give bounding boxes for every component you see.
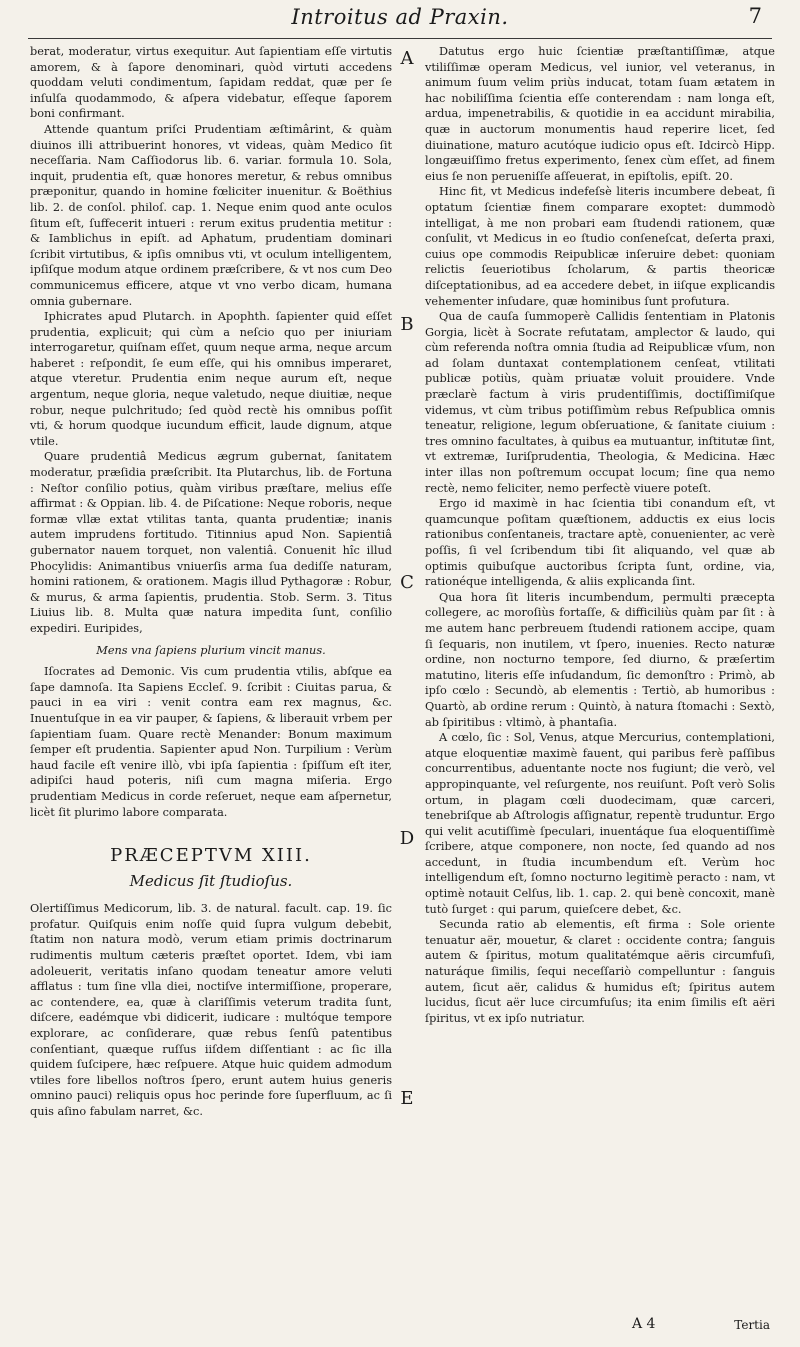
catchword: Tertia: [734, 1318, 770, 1332]
paragraph: berat, moderatur, virtus exequitur. Aut ſapientiam eſſe virtutis amorem, & à ſapore denominari, quòd virtuti accedens quoddam veluti condimentum, ſapidam reddat, quæ per ſe inſulſa quodammodo, & aſpera videbatur, eſſeque ſaporem boni confirmant.: [30, 45, 392, 121]
verse-line: Mens vna ſapiens plurium vincit manus.: [96, 643, 326, 657]
margin-letter: E: [400, 1088, 414, 1109]
page-header: [0, 0, 800, 40]
paragraph: Qua de cauſa ſummoperè Callidis ſententiam in Platonis Gorgia, licèt à Socrate refutatam, amplector & laudo, qui cùm referenda noſtra omnia ſtudia ad Reipublicæ vſum, non ad ſolam duntaxat contemplationem cenſeat, vtilitati publicæ potiùs, quàm priuatæ voluit prouidere. Vnde præclarè factum à viris prudentiſſimis, doctiſſimiſque videmus, vt cùm tribus potiſſimùm rebus Reſpublica omnis teneatur, religione, legum obſeruatione, & ſanitate ciuium : tres omnino facultates, à quibus ea mutuantur, inſtitutæ ſint, vt extremæ, Iuriſprudentia, Theologia, & Medicina. Hæc inter illas non poſtremum occupat locum; ſine qua nemo rectè, nemo feliciter, nemo perfectè viuere poteſt.: [425, 310, 775, 495]
signature-mark: A 4: [632, 1316, 656, 1332]
margin-letter: C: [400, 572, 414, 593]
header-rule: [28, 38, 772, 39]
precept-heading: PRÆCEPTVM XIII.: [110, 845, 312, 867]
margin-letter: A: [400, 48, 414, 69]
paragraph: Attende quantum priſci Prudentiam æſtimârint, & quàm diuinos illi attribuerint honores, vt videas, quàm Medico ſit neceſſaria. Nam Caſſiodorus lib. 6. variar. formula 10. Sola, inquit, prudentia eſt, quæ honores meretur, & rebus omnibus præponitur, quando in homine fœliciter inuenitur. & Boëthius lib. 2. de conſol. philoſ. cap. 1. Neque enim quod ante oculos ſitum eſt, ſuffecerit intueri : rerum exitus prudentia metitur : & Iamblichus in epiſt. ad Aphatum, prudentiam dominari ſcribit virtutibus, & ipſis omnibus vti, vt oculum intelligentem, ipſiſque modum atque ordinem præſcribere, & vt nos cum Deo communicemus efficere, atque vt vno verbo dicam, humana omnia gubernare.: [30, 122, 392, 308]
precept-subheading: Medicus ſit ſtudioſus.: [129, 871, 293, 890]
running-head: Introitus ad Praxin.: [291, 5, 509, 29]
paragraph: Iphicrates apud Plutarch. in Apophth. ſapienter quid eſſet prudentia, explicuit; qui cùm a neſcio quo per iniuriam interrogaretur, quiſnam eſſet, quum neque arma, neque arcum haberet : reſpondit, ſe eum eſſe, qui his omnibus imperaret, atque vteretur. Prudentia enim neque aurum eſt, neque argentum, neque gloria, neque valetudo, neque diuitiæ, neque robur, neque pulchritudo; ſed quòd rectè his omnibus poſſit vti, & horum quodque iucundum efficit, laude dignum, atque vtile.: [30, 310, 392, 448]
right-column: [425, 44, 775, 1026]
paragraph: A cœlo, ſic : Sol, Venus, atque Mercurius, contemplationi, atque eloquentiæ maximè fauent, qui paribus ferè paſſibus concurrentibus, aduentante nocte nos fugiunt; die verò, vel appropinquante, vel reſurgente, nos reuiſunt. Poſt verò Solis ortum, in plagam cœli duodecimam, quæ carceri, tenebriſque ab Aſtrologis aſſignatur, repentè truduntur. Ergo qui velit acutiſſimè ſpeculari, inuentáque ſua eloquentiſſimè ſcribere, atque componere, non nocte, ſed quando ad nos accedunt, in ſtudia incumbendum eſt. Verùm hoc intelligendum eſt, ſomno nocturno legitimè peracto : nam, vt optimè notauit Celſus, lib. 1. cap. 2. qui benè concoxit, manè tutò ſurget : qui parum, quieſcere debet, &c.: [425, 731, 775, 916]
left-column: [30, 44, 392, 1120]
paragraph: Hinc fit, vt Medicus indefeſsè literis incumbere debeat, ſi optatum ſcientiæ finem comparare exoptet: dummodò intelligat, à me non probari eam ſtudendi rationem, quæ conſulit, vt Medicus in eo ſtudio conſeneſcat, deſerta praxi, cuius ope commodis Reipublicæ inſeruire debet: quoniam relictis ſeueriotibus ſcholarum, & partis theoricæ diſceptationibus, ad ea accedere debet, in iiſque explicandis vehementer inſudare, quæ hominibus ſunt profutura.: [425, 185, 775, 308]
margin-letter: D: [399, 828, 415, 849]
page-number: 7: [748, 4, 762, 28]
margin-letter: B: [400, 314, 414, 335]
paragraph: Quare prudentiâ Medicus ægrum gubernat, ſanitatem moderatur, præſidia præſcribit. Ita Plutarchus, lib. de Fortuna : Neſtor conſilio potius, quàm viribus præſtare, melius eſſe affirmat : & Oppian. lib. 4. de Piſcatione: Neque roboris, neque formæ vllæ extat vtilitas tanta, quanta prudentiæ; inanis autem imprudens fortitudo. Titinnius apud Non. Sapientiâ gubernator nauem torquet, non valentiâ. Conuenit hîc illud Phocylidis: Animantibus vniuerſis arma ſua dediſſe naturam, homini rationem, & orationem. Magis illud Pythagoræ : Robur, & murus, & arma ſapientis, prudentia. Stob. Serm. 3. Titus Liuius lib. 8. Multa quæ natura impedita ſunt, conſilio expediri. Euripides,: [30, 450, 392, 635]
paragraph: Iſocrates ad Demonic. Vis cum prudentia vtilis, abſque ea ſape damnoſa. Ita Sapiens Eccleſ. 9. ſcribit : Ciuitas parua, & pauci in ea viri : venit contra eam rex magnus, &c. Inuentuſque in ea vir pauper, & ſapiens, & liberauit vrbem per ſapientiam ſuam. Quare rectè Menander: Bonum maximum ſemper eſt prudentia. Sapienter apud Non. Turpilium : Verùm haud facile eſt venire illò, vbi ipſa ſapientia : ſpiſſum eſt iter, adipiſci haud poteris, niſi cum magna miſeria. Ergo prudentiam Medicus in corde reſeruet, neque eam aſpernetur, licèt ſit plurimo labore comparata.: [30, 665, 392, 819]
paragraph: Secunda ratio ab elementis, eſt firma : Sole oriente tenuatur aër, mouetur, & claret : occidente contra; ſanguis autem & ſpiritus, motum qualitatémque aëris circumfuſi, naturáque ſimilis, ſequi neceſſariò compelluntur : ſanguis autem, ſicut aër, calidus & humidus eſt; ſpiritus autem lucidus, ſicut aër luce circumfuſus; ita enim ſimilis eſt aëri ſpiritus, vt ex ipſo nutriatur.: [425, 918, 775, 1025]
paragraph: Qua hora ſit literis incumbendum, permulti præcepta collegere, ac moroſiùs fortaſſe, & difficiliùs quàm par ſit : à me autem hanc perbreuem ſtudendi rationem accipe, quam ſi ſequaris, non inutilem, vt ſpero, inuenies. Recto naturæ ordine, non nocturno tempore, ſed diurno, & præſertim matutino, literis eſſe inſudandum, ſic demonſtro : Primò, ab ipſo cœlo : Secundò, ab elementis : Tertiò, ab humoribus : Quartò, ab ordine rerum : Quintò, à natura ſtomachi : Sextò, ab ſpiritibus : vltimò, à phantaſia.: [425, 590, 775, 729]
paragraph: Datutus ergo huic ſcientiæ præſtantiſſimæ, atque vtiliſſimæ operam Medicus, vel iunior, vel veteranus, in animum ſuum velim priùs inducat, totam ſuam ætatem in hac nobiliſſima ſcientia eſſe conterendam : nam longa eſt, ardua, impenetrabilis, & quotidie in ea accidunt mirabilia, quæ in auctorum monumentis haud reperire licet, ſed diuinatione, maturo acutóque iudicio opus eſt. Idcircò Hipp. longæuiſſimo fretus experimento, ſenex cùm eſſet, ad finem eius ſe non perueniſſe aſſeuerat, in epiſtolis, epiſt. 20.: [425, 45, 775, 183]
paragraph: Olertiſſimus Medicorum, lib. 3. de natural. facult. cap. 19. ſic profatur. Quiſquis enim noſſe quid ſupra vulgum debebit, ſtatim non natura modò, verum etiam primis doctrinarum rudimentis multum cæteris præſtet oportet. Idem, vbi iam adoleuerit, veritatis inſano quodam teneatur amore veluti afflatus : tum ſine vlla diei, noctiſve intermiſſione, properare, ac contendere, ea, quæ à clariſſimis veterum tradita ſunt, diſcere, eadémque vbi didicerit, iudicare : multóque tempore explorare, ac conſiderare, quæ rebus ſenſû patentibus conſentiant, quæque ruſſus iiſdem diſſentiant : ac ſic illa quidem ſuſcipere, hæc reſpuere. Atque huic quidem admodum vtiles fore libellos noſtros ſpero, erunt autem huius generis omnino pauci) reliquis opus hoc perinde fore ſuperfluum, ac ſi quis aſino fabulam narret, &c.: [30, 902, 392, 1118]
paragraph: Ergo id maximè in hac ſcientia tibi conandum eſt, vt quamcunque poſitam quæſtionem, adductis ex eius locis rationibus conſentaneis, tractare aptè, conuenienter, ac verè poſſis, ſi vel ſcribendum tibi ſit aliquando, vel quæ ab optimis quibuſque auctoribus ſcripta ſunt, ordine, via, rationéque intelligenda, & aliis explicanda ſint.: [425, 497, 775, 589]
